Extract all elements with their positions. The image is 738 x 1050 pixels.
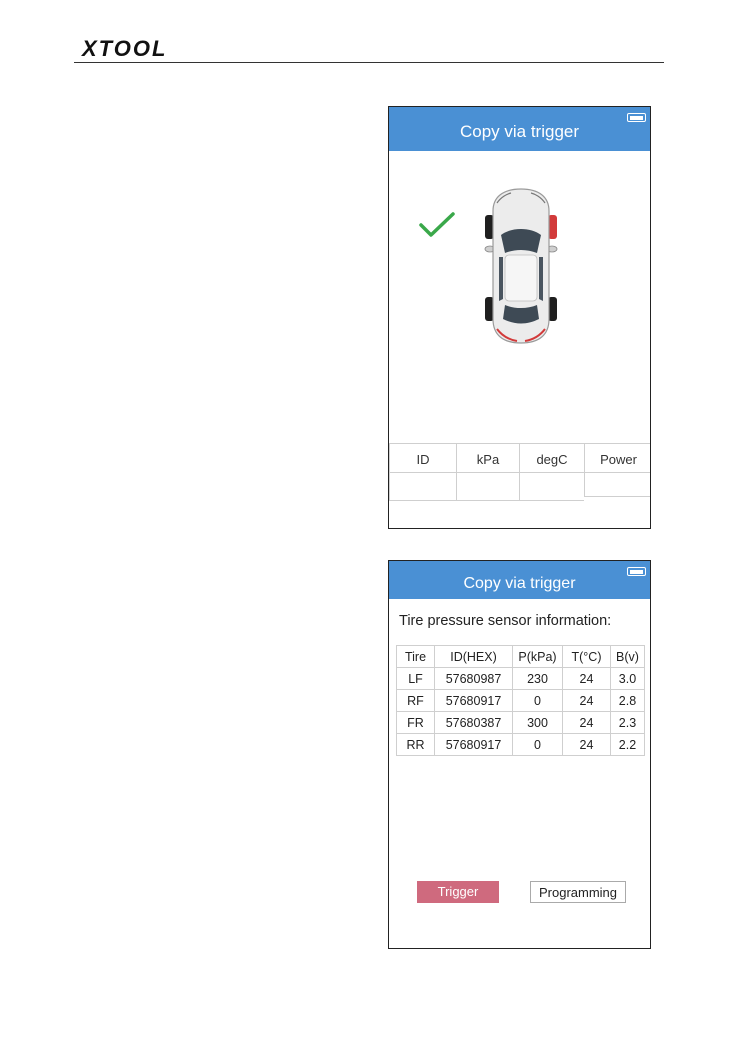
- cell-id-hex: 57680917: [435, 690, 513, 712]
- table-header-row: [397, 646, 645, 668]
- col-header-tire: Tire: [397, 646, 435, 668]
- cell-battery: 3.0: [611, 668, 645, 690]
- col-header-degc: degC: [519, 443, 584, 473]
- car-topview-icon: [483, 187, 559, 345]
- cell-pressure: 300: [513, 712, 563, 734]
- col-header-pressure: P(kPa): [513, 646, 563, 668]
- screen-title: Copy via trigger: [463, 575, 576, 592]
- checkmark-icon: [419, 211, 455, 239]
- brand-logo: XTOOL: [82, 36, 168, 61]
- cell-pressure: 230: [513, 668, 563, 690]
- cell-tire: RR: [397, 734, 435, 756]
- cell-id-hex: 57680917: [435, 734, 513, 756]
- col-header-temperature: T(°C): [563, 646, 611, 668]
- cell-id-hex: 57680987: [435, 668, 513, 690]
- sensor-info-heading: Tire pressure sensor information:: [399, 613, 612, 629]
- col-header-id: ID: [389, 443, 456, 473]
- cell-tire: FR: [397, 712, 435, 734]
- table-row: [397, 734, 645, 756]
- screen-title: Copy via trigger: [459, 122, 580, 141]
- cell-battery: 2.8: [611, 690, 645, 712]
- cell-temperature: 24: [563, 668, 611, 690]
- battery-icon: [627, 567, 646, 576]
- cell-tire: LF: [397, 668, 435, 690]
- col-header-power: Power: [584, 443, 651, 473]
- screen-copy-trigger-2: [388, 560, 651, 949]
- cell-temperature: 24: [563, 734, 611, 756]
- cell-battery: 2.2: [611, 734, 645, 756]
- cell-pressure: 0: [513, 690, 563, 712]
- header-divider: [74, 62, 664, 63]
- col-header-kpa: kPa: [456, 443, 519, 473]
- title-bar: [389, 107, 650, 151]
- col-header-id-hex: ID(HEX): [435, 646, 513, 668]
- cell-kpa: [456, 473, 519, 501]
- table-row: [397, 690, 645, 712]
- table-row: [397, 668, 645, 690]
- sensor-info-table: [396, 645, 645, 756]
- cell-battery: 2.3: [611, 712, 645, 734]
- screen-copy-trigger-1: [388, 106, 651, 529]
- title-bar: [389, 561, 650, 599]
- cell-temperature: 24: [563, 712, 611, 734]
- battery-icon: [627, 113, 646, 122]
- col-header-battery: B(v): [611, 646, 645, 668]
- cell-id-hex: 57680387: [435, 712, 513, 734]
- programming-button[interactable]: Programming: [530, 881, 626, 903]
- trigger-button[interactable]: Trigger: [417, 881, 499, 903]
- cell-power: [584, 473, 651, 497]
- cell-id: [389, 473, 456, 501]
- cell-temperature: 24: [563, 690, 611, 712]
- cell-pressure: 0: [513, 734, 563, 756]
- cell-degc: [519, 473, 584, 501]
- cell-tire: RF: [397, 690, 435, 712]
- table-row: [397, 712, 645, 734]
